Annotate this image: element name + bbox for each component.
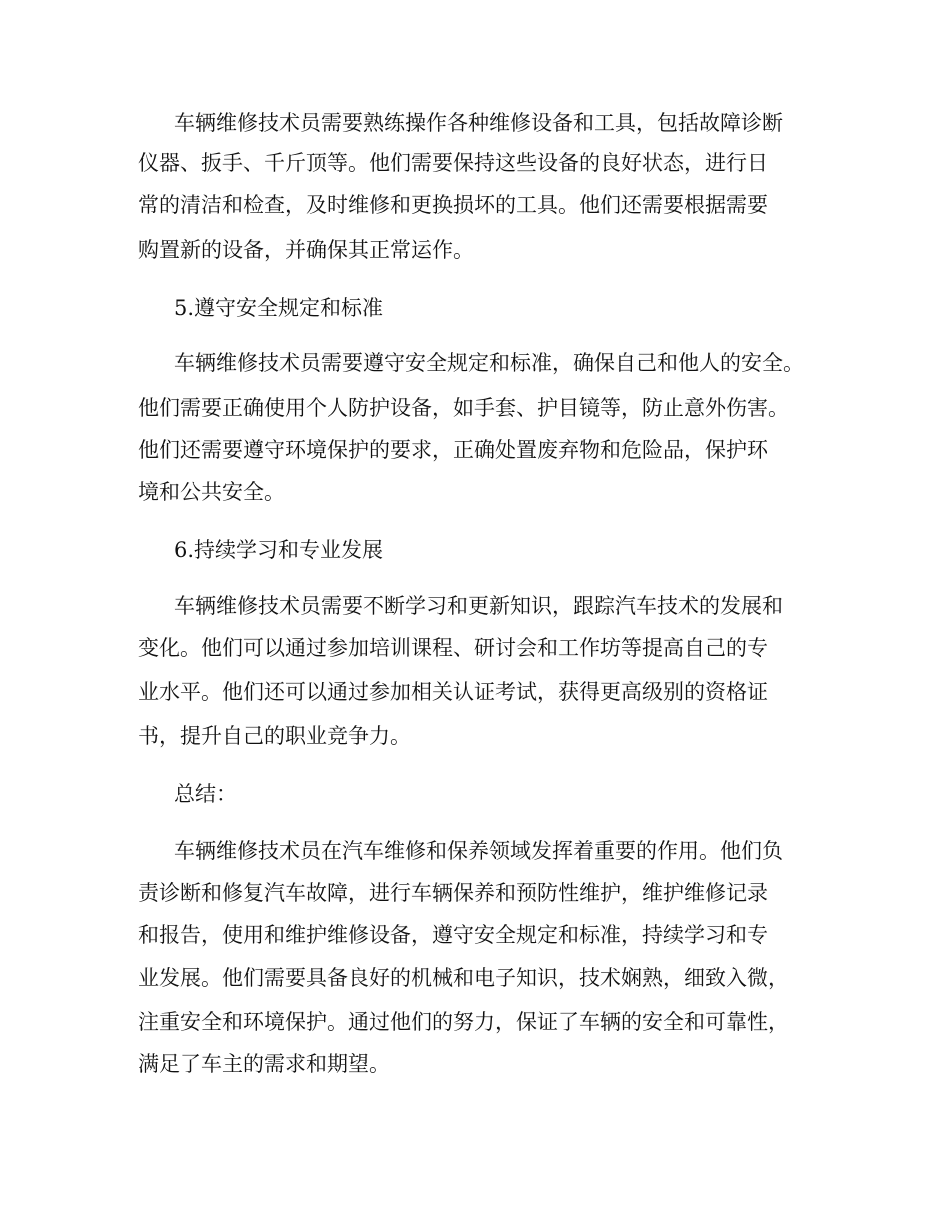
section-heading: 6.持续学习和专业发展	[174, 538, 384, 562]
summary-heading: 总结：	[174, 782, 237, 806]
paragraph-line: 仪器、扳手、千斤顶等。他们需要保持这些设备的良好状态，进行日	[138, 151, 768, 175]
paragraph-line: 常的清洁和检查，及时维修和更换损坏的工具。他们还需要根据需要	[138, 193, 768, 217]
paragraph-line: 变化。他们可以通过参加培训课程、研讨会和工作坊等提高自己的专	[138, 636, 768, 660]
paragraph-line: 书，提升自己的职业竞争力。	[138, 724, 411, 748]
paragraph-line: 购置新的设备，并确保其正常运作。	[138, 238, 474, 262]
paragraph-line: 责诊断和修复汽车故障，进行车辆保养和预防性维护，维护维修记录	[138, 881, 768, 905]
paragraph-line: 满足了车主的需求和期望。	[138, 1052, 390, 1076]
paragraph-line: 注重安全和环境保护。通过他们的努力，保证了车辆的安全和可靠性，	[138, 1010, 789, 1034]
paragraph-line: 车辆维修技术员需要不断学习和更新知识，跟踪汽车技术的发展和	[174, 594, 783, 618]
paragraph-line: 业水平。他们还可以通过参加相关认证考试，获得更高级别的资格证	[138, 680, 768, 704]
paragraph-line: 车辆维修技术员需要遵守安全规定和标准，确保自己和他人的安全。	[174, 351, 804, 375]
paragraph-line: 他们需要正确使用个人防护设备，如手套、护目镜等，防止意外伤害。	[138, 396, 789, 420]
paragraph-line: 业发展。他们需要具备良好的机械和电子知识，技术娴熟，细致入微，	[138, 966, 789, 990]
paragraph-line: 车辆维修技术员需要熟练操作各种维修设备和工具，包括故障诊断	[174, 111, 783, 135]
paragraph-line: 车辆维修技术员在汽车维修和保养领域发挥着重要的作用。他们负	[174, 839, 783, 863]
paragraph-line: 境和公共安全。	[138, 480, 285, 504]
section-heading: 5.遵守安全规定和标准	[174, 296, 384, 320]
paragraph-line: 他们还需要遵守环境保护的要求，正确处置废弃物和危险品，保护环	[138, 438, 768, 462]
paragraph-line: 和报告，使用和维护维修设备，遵守安全规定和标准，持续学习和专	[138, 923, 768, 947]
